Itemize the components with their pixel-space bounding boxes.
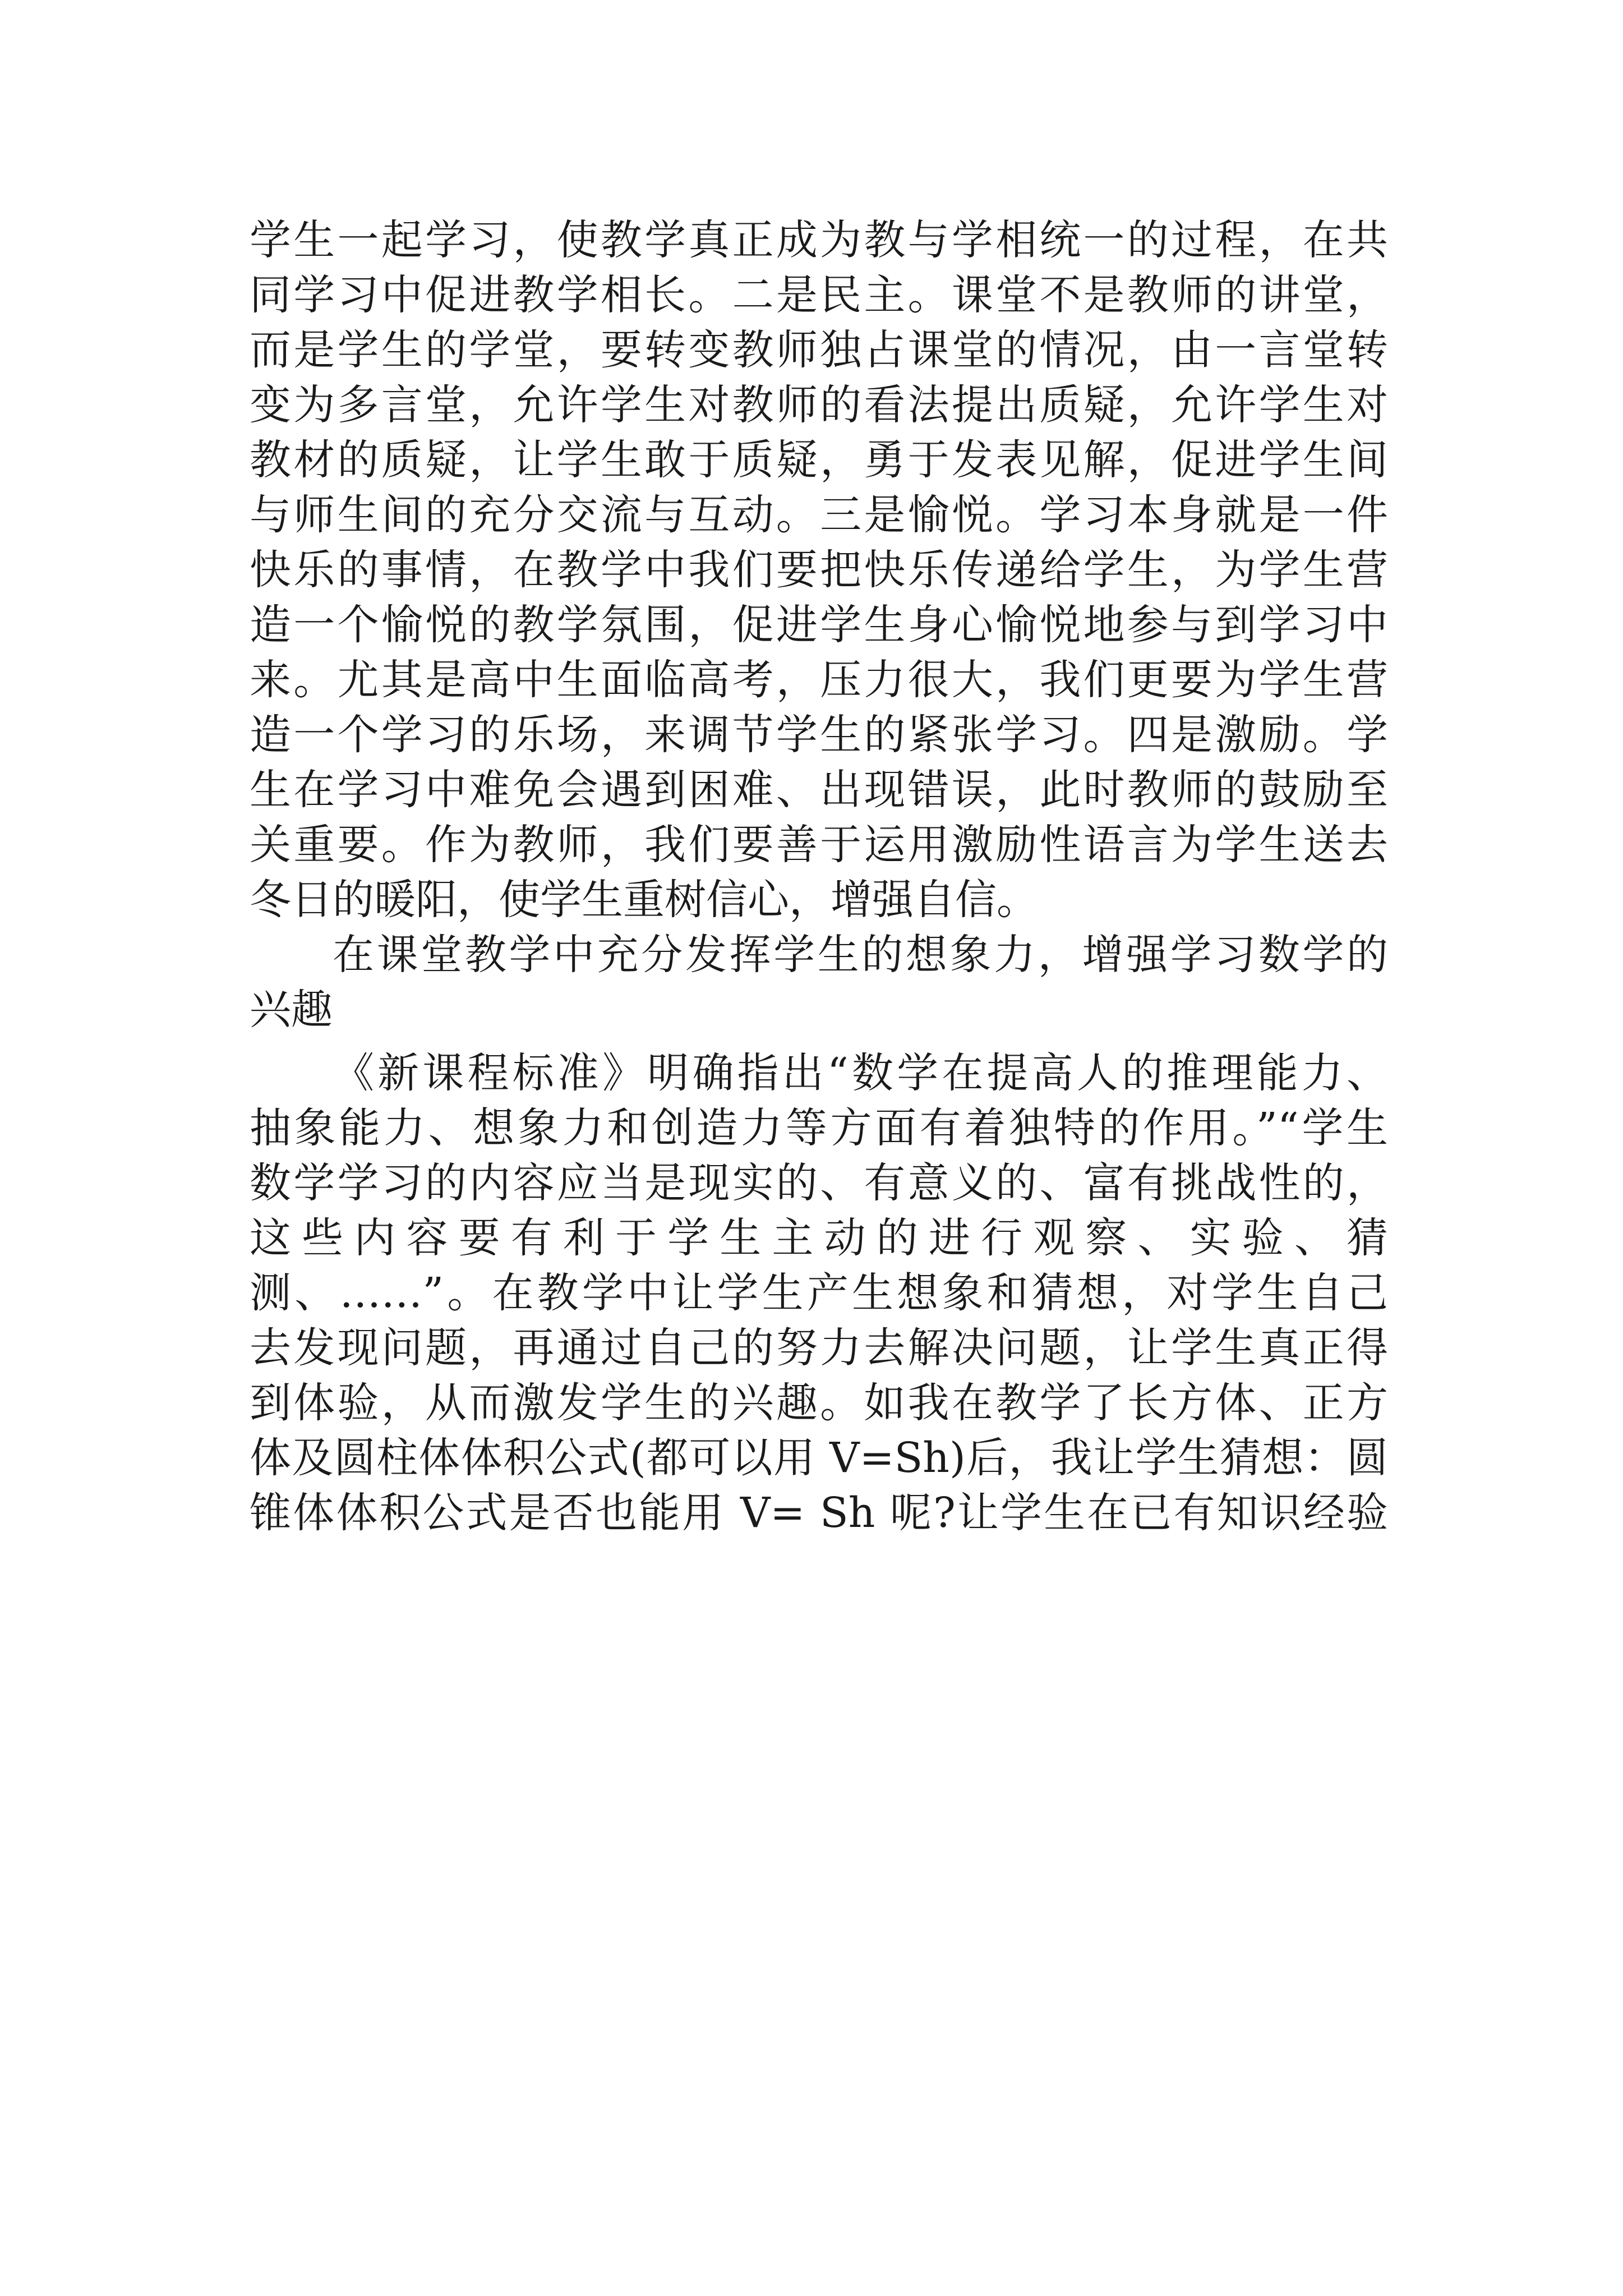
text-line: 到体验，从而激发学生的兴趣。如我在教学了长方体、正方 (250, 1379, 1388, 1427)
text-line: 数学学习的内容应当是现实的、有意义的、富有挑战性的， (250, 1159, 1388, 1207)
text-line: 生在学习中难免会遇到困难、出现错误，此时教师的鼓励至 (250, 766, 1388, 814)
text-line: 教材的质疑，让学生敢于质疑，勇于发表见解，促进学生间 (250, 436, 1388, 484)
text-line: 快乐的事情，在教学中我们要把快乐传递给学生，为学生营 (250, 546, 1388, 594)
paragraph-last-line: 冬日的暖阳，使学生重树信心，增强自信。 (250, 876, 1038, 924)
text-line: 同学习中促进教学相长。二是民主。课堂不是教师的讲堂， (250, 271, 1388, 319)
text-line: 造一个学习的乐场，来调节学生的紧张学习。四是激励。学 (250, 711, 1388, 759)
text-line: 体及圆柱体体积公式(都可以用 V=Sh)后，我让学生猜想：圆 (250, 1434, 1388, 1482)
text-line: 锥体体积公式是否也能用 V= Sh 呢?让学生在已有知识经验 (250, 1489, 1388, 1537)
text-line: 变为多言堂，允许学生对教师的看法提出质疑，允许学生对 (250, 381, 1388, 429)
text-line: 来。尤其是高中生面临高考，压力很大，我们更要为学生营 (250, 656, 1388, 704)
text-line: 《新课程标准》明确指出“数学在提高人的推理能力、 (333, 1049, 1388, 1097)
text-line: 关重要。作为教师，我们要善于运用激励性语言为学生送去 (250, 821, 1388, 869)
text-line: 这些内容要有利于学生主动的进行观察、实验、猜 (250, 1214, 1388, 1262)
text-line: 去发现问题，再通过自己的努力去解决问题，让学生真正得 (250, 1324, 1388, 1372)
text-line: 而是学生的学堂，要转变教师独占课堂的情况，由一言堂转 (250, 326, 1388, 374)
section-heading-line: 兴趣 (250, 986, 333, 1034)
text-line: 与师生间的充分交流与互动。三是愉悦。学习本身就是一件 (250, 491, 1388, 539)
text-line: 造一个愉悦的教学氛围，促进学生身心愉悦地参与到学习中 (250, 601, 1388, 649)
section-heading-line: 在课堂教学中充分发挥学生的想象力，增强学习数学的 (333, 931, 1388, 979)
text-line: 抽象能力、想象力和创造力等方面有着独特的作用。”“学生 (250, 1104, 1388, 1152)
text-line: 学生一起学习，使教学真正成为教与学相统一的过程，在共 (250, 216, 1388, 264)
text-line: 测、……”。在教学中让学生产生想象和猜想，对学生自己 (250, 1269, 1388, 1317)
